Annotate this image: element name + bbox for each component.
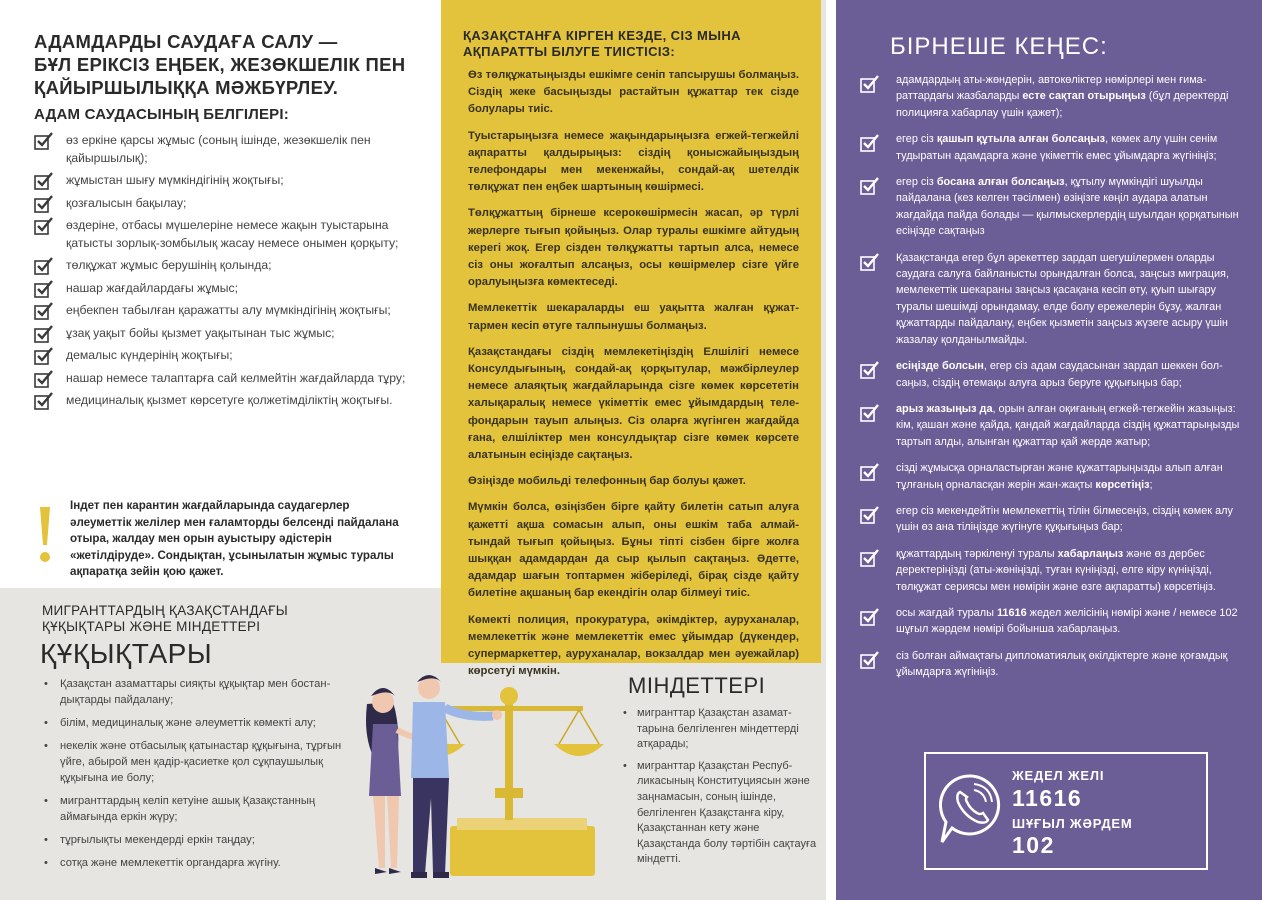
info-paragraph: Өзіңізде мобильді телефонның бар болуы қажет. (468, 475, 746, 488)
checkbox-icon (860, 608, 880, 626)
info-panel (441, 0, 821, 678)
tip-emphasis: есіңізде болсын (896, 360, 984, 373)
sign-text: нашар жағдайлардағы жұмыс; (66, 280, 239, 295)
checkbox-icon (860, 404, 880, 422)
checkbox-icon (34, 132, 54, 150)
entry-info-heading (463, 28, 803, 60)
hotline-number: 11616 (1012, 785, 1083, 811)
checkbox-icon (860, 463, 880, 481)
tip-item (860, 546, 1250, 595)
tip-item (860, 605, 1250, 638)
tip-text: осы жағдай туралы (896, 606, 997, 619)
tip-item (860, 460, 1250, 493)
sign-item (34, 370, 434, 388)
checkbox-icon (34, 257, 54, 275)
sign-text: нашар немесе талаптарға сай келмейтін жағдайларда тұру; (66, 370, 406, 385)
sign-item (34, 302, 434, 320)
entry-info-heading-line: ҚАЗАҚСТАНҒА КІРГЕН КЕЗДЕ, СІЗ МЫНА (463, 28, 741, 43)
sign-text: өз еркіне қарсы жұмыс (соның ішінде, жезөкшелік пен қайыршылық); (66, 133, 371, 165)
tips-title: БІРНЕШЕ КЕҢЕС: (890, 33, 1108, 60)
tip-text: (бұл деректерді полицияға хабарлау үшін қажет); (896, 90, 1229, 119)
checkbox-icon (860, 75, 880, 93)
checkbox-icon (860, 134, 880, 152)
right-item: • Қазақстан азаматтары сияқты құқықтар мен бостандықтарды пайдалану; (44, 676, 349, 708)
tip-emphasis: қашып құтыла алған болсаңыз (936, 133, 1106, 146)
migrants-heading (42, 603, 302, 635)
tip-text: егер сіз (896, 176, 937, 189)
tip-item (860, 358, 1250, 391)
checkbox-icon (860, 549, 880, 567)
tip-emphasis: көрсетіңіз (1095, 478, 1150, 491)
tip-emphasis: босана алған болсаңыз (936, 176, 1065, 189)
hotline-box (924, 752, 1208, 870)
sign-item (34, 195, 434, 213)
tip-item (860, 648, 1250, 681)
tip-text: , көмек алу үшін сенім тудыратын адамдарға және үкіметтік емес ұйымдарға жүгініңіз; (896, 133, 1218, 162)
main-title-line: БҰЛ ЕРІКСІЗ ЕҢБЕК, ЖЕЗӨКШЕЛІК ПЕН (34, 54, 406, 75)
emergency-label: ШҰҒЫЛ ЖӘРДЕМ (1012, 816, 1133, 831)
info-paragraph: Мемлекеттік шекараларды еш уақытта жалған құжаттармен кесіп өтуге талпынушы болмаңыз. (468, 302, 799, 332)
checkbox-icon (34, 347, 54, 365)
checkbox-icon (34, 325, 54, 343)
sign-item (34, 132, 434, 167)
tips-list (860, 72, 1250, 691)
checkbox-icon (34, 370, 54, 388)
info-paragraph: Туыстарыңызға немесе жақындарыңызға егжей-тегжейлі ақпаратты қалдырыңыз: сіздің қонысжайыңыздың телефондары мен мекенжайы, сондай-ақ шетелдік төлқұжат пен еңбек шартының көшірмесі. (468, 129, 799, 194)
checkbox-icon (860, 506, 880, 524)
sign-text: медициналық қызмет көрсетуге қолжетімділіктің жоқтығы. (66, 393, 393, 407)
sign-item (34, 257, 434, 275)
checkbox-icon (860, 361, 880, 379)
sign-item (34, 325, 434, 343)
tip-text: егер сіз (896, 133, 937, 146)
info-paragraph: Өз төлқұжатыңызды ешкімге сеніп тапсырушы болмаңыз. Сіздің жеке басыңызды растайтын құжаттар тек сізде болулары тиіс. (468, 69, 799, 116)
duty-item: • мигранттар Қазақстан азаматтарына белгіленген міндеттерді атқарады; (623, 706, 818, 753)
tip-item (860, 174, 1250, 240)
checkbox-icon (34, 392, 54, 410)
sign-text: еңбекпен табылған қаражатты алу мүмкіндігінің жоқтығы; (66, 303, 391, 317)
tip-text: жедел желісінің нөмірі және / немесе 102 шұғыл жәрдем нөмірі бойынша хабарлаңыз. (896, 606, 1238, 636)
tip-item (860, 250, 1250, 348)
migrants-heading-line: ҚҰҚЫҚТАРЫ ЖӘНЕ МІНДЕТТЕРІ (42, 619, 261, 634)
sign-text: ұзақ уақыт бойы қызмет уақытынан тыс жұмыс; (66, 325, 335, 340)
tip-emphasis: 11616 (996, 606, 1027, 619)
checkbox-icon (34, 195, 54, 213)
entry-info-paragraphs (468, 67, 799, 690)
duties-title: МІНДЕТТЕРІ (628, 673, 766, 698)
tip-text: , егер сіз адам саудасынан зардап шеккен болсаңыз, сіздің өтемақы алуға арыз беруге құқығыңыз бар; (896, 360, 1223, 389)
tip-text: Қазақстанда егер бұл әрекеттер зардап шегушілермен оларды саудаға салуға байланысты орындалған болса, заңсыз миграция, мемлекеттік шекараны заңсыз қасақана кесіп өту, қуып шығару туралы шешімді орындамау, елде болу ережелерін бұзу, жалған құжаттарды пайдалану, еңбек қызметін заңсыз жүзеге асыру үшін жазалау қолданылмайды. (896, 251, 1229, 346)
duty-item: • мигранттар Қазақстан Республикасының Конституциясын және заңнамасын, соның ішінде, белгіленген Қазақстанға кіру, Қазақстаннан кету және Қазақстанда болу тәртібін сақтауға міндетті. (623, 759, 818, 868)
tip-text: сіз болған аймақтағы дипломатиялық өкілдіктерге және қоғамдық ұйымдарға жүгініңіз. (896, 649, 1228, 679)
right-item: • білім, медициналық және әлеуметтік көмекті алу; (44, 715, 349, 731)
right-item: • некелік және отбасылық қатынастар құқығына, тұрғын үйге, абырой мен қадір-қасиетке қол сұқпаушылық құқығына ие болу; (44, 738, 349, 786)
info-paragraph: Төлқұжаттың бірнеше ксерокөшірмесін жасап, әр түрлі жерлерге тығып қойыңыз. Олар туралы ешкімге айтудың керегі жоқ. Егер сізден төлқұжатты тартып алса, немесе сіз оны жоғалтып алсаңыз, осы көшірмелер сізге үйге оралуыңызға көмектеседі. (468, 207, 799, 289)
emergency-number: 102 (1012, 832, 1055, 858)
tip-item (860, 131, 1250, 164)
hotline-label: ЖЕДЕЛ ЖЕЛІ (1012, 768, 1105, 783)
right-item: • мигранттардың келіп кетуіне ашық Қазақстанның аймағында еркін жүру; (44, 793, 349, 825)
tip-item (860, 401, 1250, 450)
info-paragraph: Мүмкін болса, өзіңізбен бірге қайту билетін сатып алуға қажетті ақша сомасын алып, оны ешкім таба алмайтындай тығып қойыңыз. Бұны тіпті сізбен бірге жолға шыққан адамдардан да сыр қылып сақтаңыз. Әдетте, адамдар шағын топтармен жіберіледі, бірақ сізде қайту билетіне ақшаның бар екендігін олар білмеуі тиіс. (468, 501, 799, 600)
main-title (34, 30, 429, 99)
checkbox-icon (34, 302, 54, 320)
sign-text: қозғалысын бақылау; (66, 195, 187, 210)
info-paragraph: Қазақстандағы сіздің мемлекетіңіздің Елшілігі немесе Консулдығының, сондай-ақ қорқытулар, мәжбірлеулер немесе алаяқтық жағдайларында сізге көмек көрсететін халықаралық немесе үкіметтік емес ұйымдардың телефондарын тауып алыңыз. Сіз оларға жүгінген жағдайда ғана, елшіліктер мен консулдықтар сізге көмек көрсете алатынын есіңізде сақтаңыз. (468, 345, 799, 462)
left-top-panel (0, 0, 441, 588)
checkbox-icon (860, 651, 880, 669)
sign-item (34, 280, 434, 298)
tip-text: , орын алған оқиғаның егжей-тегжейін жазыңыз: кім, қашан және қайда, қандай жағдайларда сіздің құжаттарыңызды тартып алды, алынған құжаттар қай жерде жатыр; (896, 402, 1240, 448)
tip-text: адамдардың аты-жөндерін, автокөліктер нөмірлері мен ғимараттардағы жазбаларды (896, 74, 1207, 103)
entry-info-heading-line: АҚПАРАТТЫ БІЛУГЕ ТИІСТІСІЗ: (463, 44, 676, 59)
tip-item (860, 72, 1250, 121)
migrants-heading-line: МИГРАНТТАРДЫҢ ҚАЗАҚСТАНДАҒЫ (42, 603, 288, 618)
sign-item (34, 347, 434, 365)
warning-text: Індет пен карантин жағдайларында саудагерлер әлеуметтік желілер мен ғаламторды белсенді пайдалана отыра, жалдау мен орын ауыстыру әдістерін «жетілдіруде». Сондықтан, ұсынылатын жұмыс туралы ақпаратқа зейін қою қажет. (70, 499, 399, 579)
tip-text: ; (1149, 478, 1153, 491)
right-column (836, 0, 1262, 900)
tip-text: сізді жұмысқа орналастырған және құжаттарыңызды алып алған тұлғаның орналасқан жерін жан-жақты (896, 462, 1223, 491)
duties-list (623, 706, 818, 874)
sign-text: жұмыстан шығу мүмкіндігінің жоқтығы; (66, 173, 284, 187)
tip-emphasis: арыз жазыңыз да (896, 402, 993, 415)
sign-text: өздеріне, отбасы мүшелеріне немесе жақын туыстарына қатысты зорлық-зомбылық жасау немесе онымен қорқыту; (66, 218, 399, 250)
right-item: • тұрғылықты мекендерді еркін таңдау; (44, 832, 349, 848)
exclamation-icon (36, 505, 54, 565)
tip-text: және өз дербес деректеріңізді (аты-жөніңізді, туған күніңізді, елге кіру күніңізді, төлқұжат сериясы мен нөмірін және өзге ақпаратты) көрсетіңіз. (896, 547, 1216, 593)
checkbox-icon (34, 280, 54, 298)
sign-item (34, 172, 434, 190)
right-item: • сотқа және мемлекеттік органдарға жүгіну. (44, 855, 349, 871)
main-title-line: ҚАЙЫРШЫЛЫҚҚА МӘЖБҮРЛЕУ. (34, 77, 339, 98)
tip-emphasis: хабарлаңыз (1057, 547, 1124, 560)
tip-item (860, 503, 1250, 536)
people-scales-illustration (345, 668, 645, 900)
tip-text: құжаттардың тәркіленуі туралы (896, 547, 1058, 560)
checkbox-icon (860, 177, 880, 195)
sign-text: төлқұжат жұмыс берушінің қолында; (66, 258, 272, 272)
tip-text: егер сіз мекендейтін мемлекеттің тілін білмесеңіз, сіздің көмек алу үшін өз ана тіліңізде жүгінуге құқығыңыз бар; (896, 504, 1233, 534)
tip-emphasis: есте сақтап отырыңыз (1022, 90, 1146, 103)
sign-item (34, 217, 434, 252)
checkbox-icon (860, 253, 880, 271)
info-paragraph: Көмекті полиция, прокуратура, әкімдіктер, ауруханалар, мемлекеттік және мемлекеттік емес ұйымдар (дүкендер, супермаркеттер, ауруханалар, вокзалдар мен әуежайлар) көрсетуі мүмкін. (468, 613, 799, 678)
sign-item (34, 392, 434, 410)
main-title-line: АДАМДАРДЫ САУДАҒА САЛУ — (34, 31, 338, 52)
phone-call-icon (936, 770, 1006, 850)
rights-title: ҚҰҚЫҚТАРЫ (40, 638, 213, 669)
checkbox-icon (34, 172, 54, 190)
signs-list (34, 132, 434, 415)
signs-heading: АДАМ САУДАСЫНЫҢ БЕЛГІЛЕРІ: (34, 106, 289, 123)
rights-list (44, 676, 349, 878)
sign-text: демалыс күндерінің жоқтығы; (66, 348, 233, 362)
tip-text: , құтылу мүмкіндігі шуылды пайдалана (кез келген тәсілмен) өзіңізге көңіл аудара алатын жағдайда пайда болады — қылмыскерлердің шуылдан қорқатынын есіңізде сақтаңыз (896, 176, 1239, 238)
checkbox-icon (34, 217, 54, 235)
